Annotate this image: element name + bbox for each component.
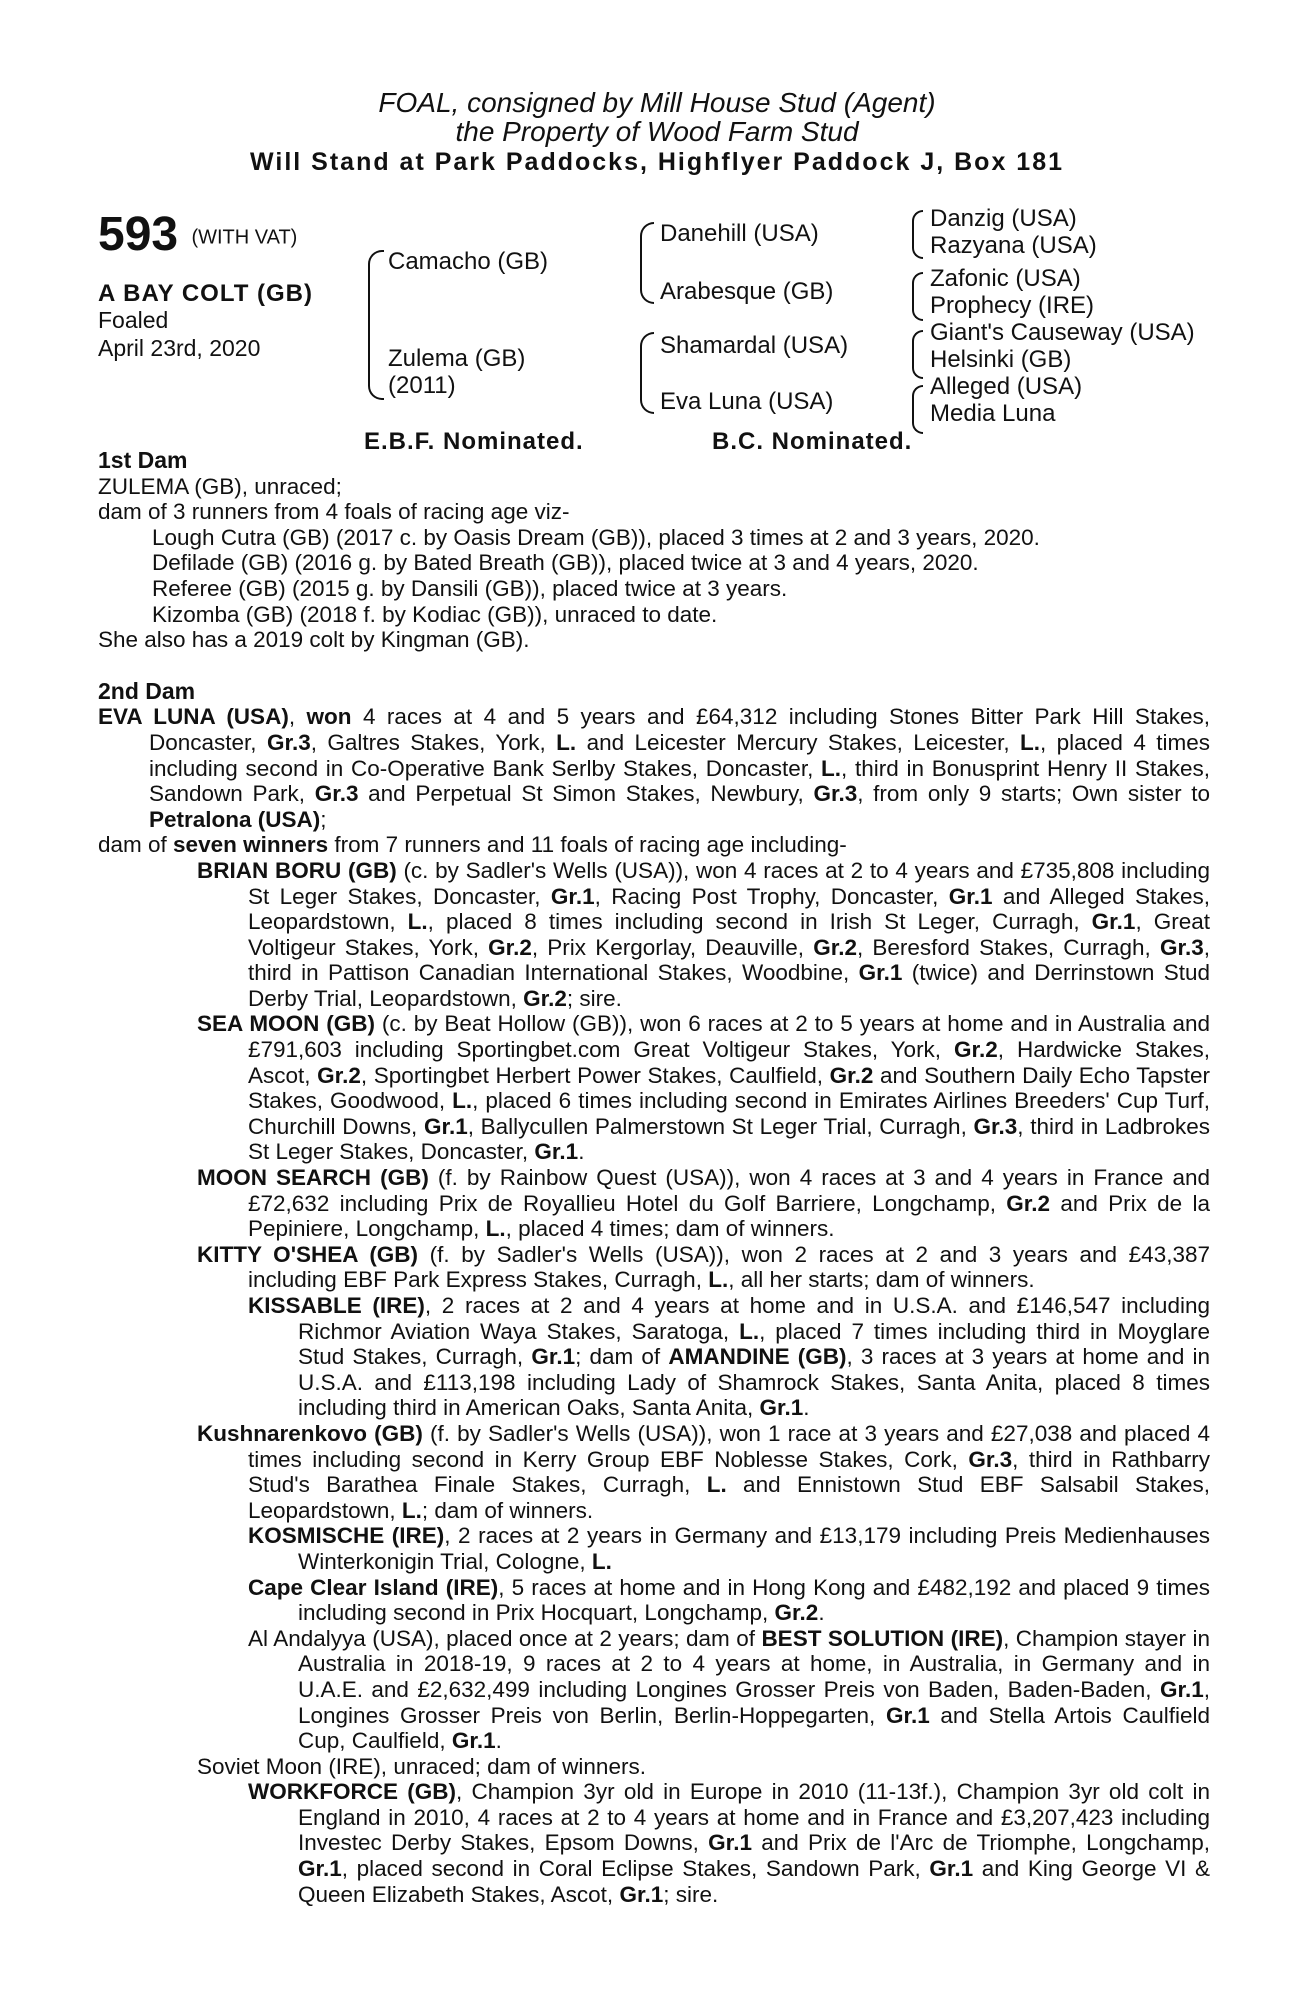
progeny-2: Defilade (GB) (2016 g. by Bated Breath (GB)), placed twice at 3 and 4 years, 2020.	[152, 550, 979, 576]
entry-brian-boru: BRIAN BORU (GB) (c. by Sadler's Wells (USA)), won 4 races at 2 to 4 years and £735,808 including St Leger Stakes, Doncaster, Gr.1, Racing Post Trophy, Doncaster, Gr.1 and Alleged Stakes, Leopardstown, L., placed 8 times including second in Irish St Leger, Curragh, Gr.1, Great Voltigeur Stakes, York, Gr.2, Prix Kergorlay, Deauville, Gr.2, Beresford Stakes, Curragh, Gr.3, third in Pattison Canadian International Stakes, Woodbine, Gr.1 (twice) and Derrinstown Stud Derby Trial, Leopardstown, Gr.2; sire.	[197, 857, 1211, 1011]
lot-title: A BAY COLT (GB)	[98, 280, 314, 307]
entry-moon-search: MOON SEARCH (GB) (f. by Rainbow Quest (USA)), won 4 races at 3 and 4 years in France and £72,632 including Prix de Royallieu Hotel du Golf Barriere, Longchamp, Gr.2 and Prix de la Pepiniere, Longchamp, L., placed 4 times; dam of winners.	[197, 1165, 1211, 1242]
sire-sire: Danehill (USA)	[660, 220, 819, 247]
progeny-1: Lough Cutra (GB) (2017 c. by Oasis Dream (GB)), placed 3 times at 2 and 3 years, 2020.	[152, 524, 1040, 550]
sire: Camacho (GB)	[388, 248, 549, 275]
dam-dam-sire: Alleged (USA)	[930, 373, 1083, 400]
entry-kissable: KISSABLE (IRE), 2 races at 2 and 4 years at home and in U.S.A. and £146,547 including Richmor Aviation Waya Stakes, Saratoga, L., placed 7 times including third in Moyglare Stud Stakes, Curragh, Gr.1; dam of AMANDINE (GB), 3 races at 3 years at home and in U.S.A. and £113,198 including Lady of Shamrock Stakes, Santa Anita, placed 8 times including third in American Oaks, Santa Anita, Gr.1.	[248, 1293, 1211, 1421]
second-dam-record: EVA LUNA (USA), won 4 races at 4 and 5 years and £64,312 including Stones Bitter Park Hill Stakes, Doncaster, Gr.3, Galtres Stakes, York, L. and Leicester Mercury Stakes, Leicester, L., placed 4 times including second in Co-Operative Bank Serlby Stakes, Doncaster, L., third in Bonusprint Henry II Stakes, Sandown Park, Gr.3 and Perpetual St Simon Stakes, Newbury, Gr.3, from only 9 starts; Own sister to Petralona (USA);	[98, 704, 1211, 832]
sire-sire-dam: Razyana (USA)	[930, 232, 1097, 259]
second-dam-heading: 2nd Dam	[98, 677, 196, 704]
bc-nominated: B.C. Nominated.	[712, 428, 913, 455]
entry-kushnarenkovo: Kushnarenkovo (GB) (f. by Sadler's Wells (USA)), won 1 race at 3 years and £27,038 and placed 4 times including second in Kerry Group EBF Noblesse Stakes, Cork, Gr.3, third in Rathbarry Stud's Barathea Finale Stakes, Curragh, L. and Ennistown Stud EBF Salsabil Stakes, Leopardstown, L.; dam of winners.	[197, 1420, 1211, 1523]
progeny-3: Referee (GB) (2015 g. by Dansili (GB)), placed twice at 3 years.	[152, 575, 788, 601]
sire-dam-dam: Prophecy (IRE)	[930, 292, 1095, 319]
progeny-4: Kizomba (GB) (2018 f. by Kodiac (GB)), unraced to date.	[152, 601, 718, 627]
entry-al-andalyya: Al Andalyya (USA), placed once at 2 years; dam of BEST SOLUTION (IRE), Champion stayer in Australia in 2018-19, 9 races at 2 to 4 years at home, in Australia, in Germany and in U.A.E. and £2,632,499 including Longines Grosser Preis von Baden, Baden-Baden, Gr.1, Longines Grosser Preis von Berlin, Berlin-Hoppegarten, Gr.1 and Stella Artois Caulfield Cup, Caulfield, Gr.1.	[248, 1625, 1210, 1754]
catalogue-page-body	[98, 448, 1210, 1907]
first-dam-also: She also has a 2019 colt by Kingman (GB).	[98, 627, 530, 653]
entry-workforce: WORKFORCE (GB), Champion 3yr old in Europe in 2010 (11-13f.), Champion 3yr old colt in England in 2010, 4 races at 2 to 4 years at home and in France and £3,207,423 including Investec Derby Stakes, Epsom Downs, Gr.1 and Prix de l'Arc de Triomphe, Longchamp, Gr.1, placed second in Coral Eclipse Stakes, Sandown Park, Gr.1 and King George VI & Queen Elizabeth Stakes, Ascot, Gr.1; sire.	[248, 1779, 1210, 1907]
header-property: the Property of Wood Farm Stud	[455, 116, 859, 147]
dam-year: (2011)	[388, 372, 456, 399]
dam-dam: Eva Luna (USA)	[660, 388, 834, 415]
entry-sea-moon: SEA MOON (GB) (c. by Beat Hollow (GB)), won 6 races at 2 to 5 years at home and in Australia and £791,603 including Sportingbet.com Great Voltigeur Stakes, York, Gr.2, Hardwicke Stakes, Ascot, Gr.2, Sportingbet Herbert Power Stakes, Caulfield, Gr.2 and Southern Daily Echo Tapster Stakes, Goodwood, L., placed 6 times including second in Emirates Airlines Breeders' Cup Turf, Churchill Downs, Gr.1, Ballycullen Palmerstown St Leger Trial, Curragh, Gr.3, third in Ladbrokes St Leger Stakes, Doncaster, Gr.1.	[197, 1011, 1210, 1165]
dam-dam-dam: Media Luna	[930, 400, 1056, 427]
dam-sire: Shamardal (USA)	[660, 332, 849, 359]
dam: Zulema (GB)	[388, 345, 526, 372]
second-dam-dam-of: dam of seven winners from 7 runners and 11 foals of racing age including-	[98, 832, 847, 858]
vat-label: (WITH VAT)	[191, 226, 298, 249]
first-dam-intro: ZULEMA (GB), unraced;	[98, 473, 342, 499]
dam-sire-dam: Helsinki (GB)	[930, 346, 1072, 373]
header-consignor: FOAL, consigned by Mill House Stud (Agent)	[378, 87, 936, 118]
entry-kitty-oshea: KITTY O'SHEA (GB) (f. by Sadler's Wells (USA)), won 2 races at 2 and 3 years and £43,387 including EBF Park Express Stakes, Curragh, L., all her starts; dam of winners.	[197, 1241, 1211, 1293]
entry-kosmische: KOSMISCHE (IRE), 2 races at 2 years in Germany and £13,179 including Preis Medienhauses Winterkonigin Trial, Cologne, L.	[248, 1523, 1210, 1574]
ebf-nominated: E.B.F. Nominated.	[364, 428, 584, 455]
entry-cape-clear-island: Cape Clear Island (IRE), 5 races at home and in Hong Kong and £482,192 and placed 9 times including second in Prix Hocquart, Longchamp, Gr.2.	[248, 1574, 1210, 1626]
first-dam-dam-of: dam of 3 runners from 4 foals of racing age viz-	[98, 499, 570, 525]
header-location: Will Stand at Park Paddocks, Highflyer Paddock J, Box 181	[250, 148, 1064, 176]
first-dam-heading: 1st Dam	[98, 447, 188, 473]
foaled-info: Foaled April 23rd, 2020	[98, 307, 261, 361]
sire-dam: Arabesque (GB)	[660, 278, 834, 305]
sire-sire-sire: Danzig (USA)	[930, 205, 1077, 232]
dam-sire-sire: Giant's Causeway (USA)	[930, 319, 1195, 346]
lot-number: 593 (WITH VAT)	[98, 208, 298, 261]
sire-dam-sire: Zafonic (USA)	[930, 265, 1081, 292]
entry-soviet-moon: Soviet Moon (IRE), unraced; dam of winners.	[197, 1753, 646, 1779]
